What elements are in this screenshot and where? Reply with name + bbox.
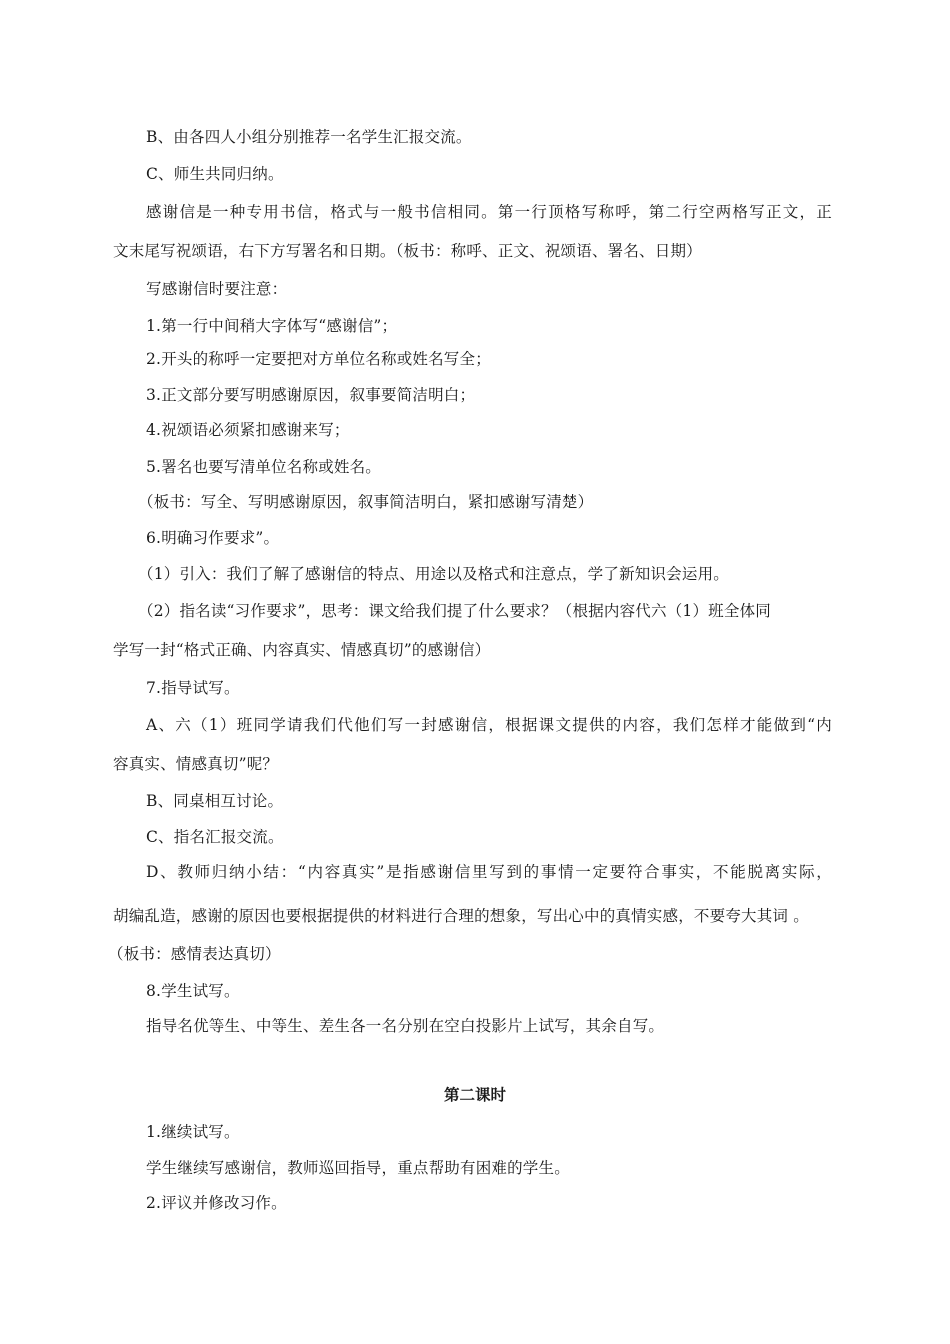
list-item: 5.署名也要写清单位名称或姓名。 [146, 458, 381, 476]
board-note: （板书：感情表达真切） [108, 945, 281, 963]
paragraph: 感谢信是一种专用书信，格式与一般书信相同。第一行顶格写称呼，第二行空两格写正文，正 [146, 203, 832, 221]
list-item: 1.第一行中间稍大字体写“感谢信”； [146, 317, 398, 335]
board-note: （板书：写全、写明感谢原因，叙事简洁明白，紧扣感谢写清楚） [138, 493, 594, 511]
paragraph: C、指名汇报交流。 [146, 828, 284, 846]
list-item: 2.评议并修改习作。 [146, 1194, 287, 1212]
list-item: 4.祝颂语必须紧扣感谢来写； [146, 421, 350, 439]
paragraph-continuation: 胡编乱造，感谢的原因也要根据提供的材料进行合理的想象，写出心中的真情实感，不要夸大其词 。 [113, 907, 809, 925]
paragraph: （1）引入：我们了解了感谢信的特点、用途以及格式和注意点，学了新知识会运用。 [138, 565, 729, 583]
section-heading: 第二课时 [443, 1086, 506, 1104]
list-item: 7.指导试写。 [146, 679, 240, 697]
paragraph: （2）指名读“习作要求”，思考：课文给我们提了什么要求？（根据内容代六（1）班全体同 [138, 602, 771, 620]
paragraph-continuation: 文末尾写祝颂语，右下方写署名和日期。（板书：称呼、正文、祝颂语、署名、日期） [113, 242, 702, 260]
paragraph: 写感谢信时要注意： [146, 280, 288, 298]
paragraph: 指导名优等生、中等生、差生各一名分别在空白投影片上试写，其余自写。 [146, 1017, 665, 1035]
list-item: 1.继续试写。 [146, 1123, 240, 1141]
list-item: 8.学生试写。 [146, 982, 240, 1000]
paragraph: D、教师归纳小结：“内容真实”是指感谢信里写到的事情一定要符合事实，不能脱离实际， [146, 863, 832, 881]
paragraph: 学生继续写感谢信，教师巡回指导，重点帮助有困难的学生。 [146, 1159, 570, 1177]
list-item: 2.开头的称呼一定要把对方单位名称或姓名写全； [146, 350, 491, 368]
paragraph: C、师生共同归纳。 [146, 165, 284, 183]
list-item: 6.明确习作要求”。 [146, 529, 280, 547]
list-item: 3.正文部分要写明感谢原因，叙事要简洁明白； [146, 386, 476, 404]
paragraph: B、由各四人小组分别推荐一名学生汇报交流。 [146, 128, 472, 146]
paragraph-continuation: 学写一封“格式正确、内容真实、情感真切”的感谢信） [113, 641, 491, 659]
paragraph: A、六（1）班同学请我们代他们写一封感谢信，根据课文提供的内容，我们怎样才能做到“内 [146, 716, 832, 734]
paragraph: B、同桌相互讨论。 [146, 792, 284, 810]
paragraph-continuation: 容真实、情感真切”呢？ [113, 755, 279, 773]
